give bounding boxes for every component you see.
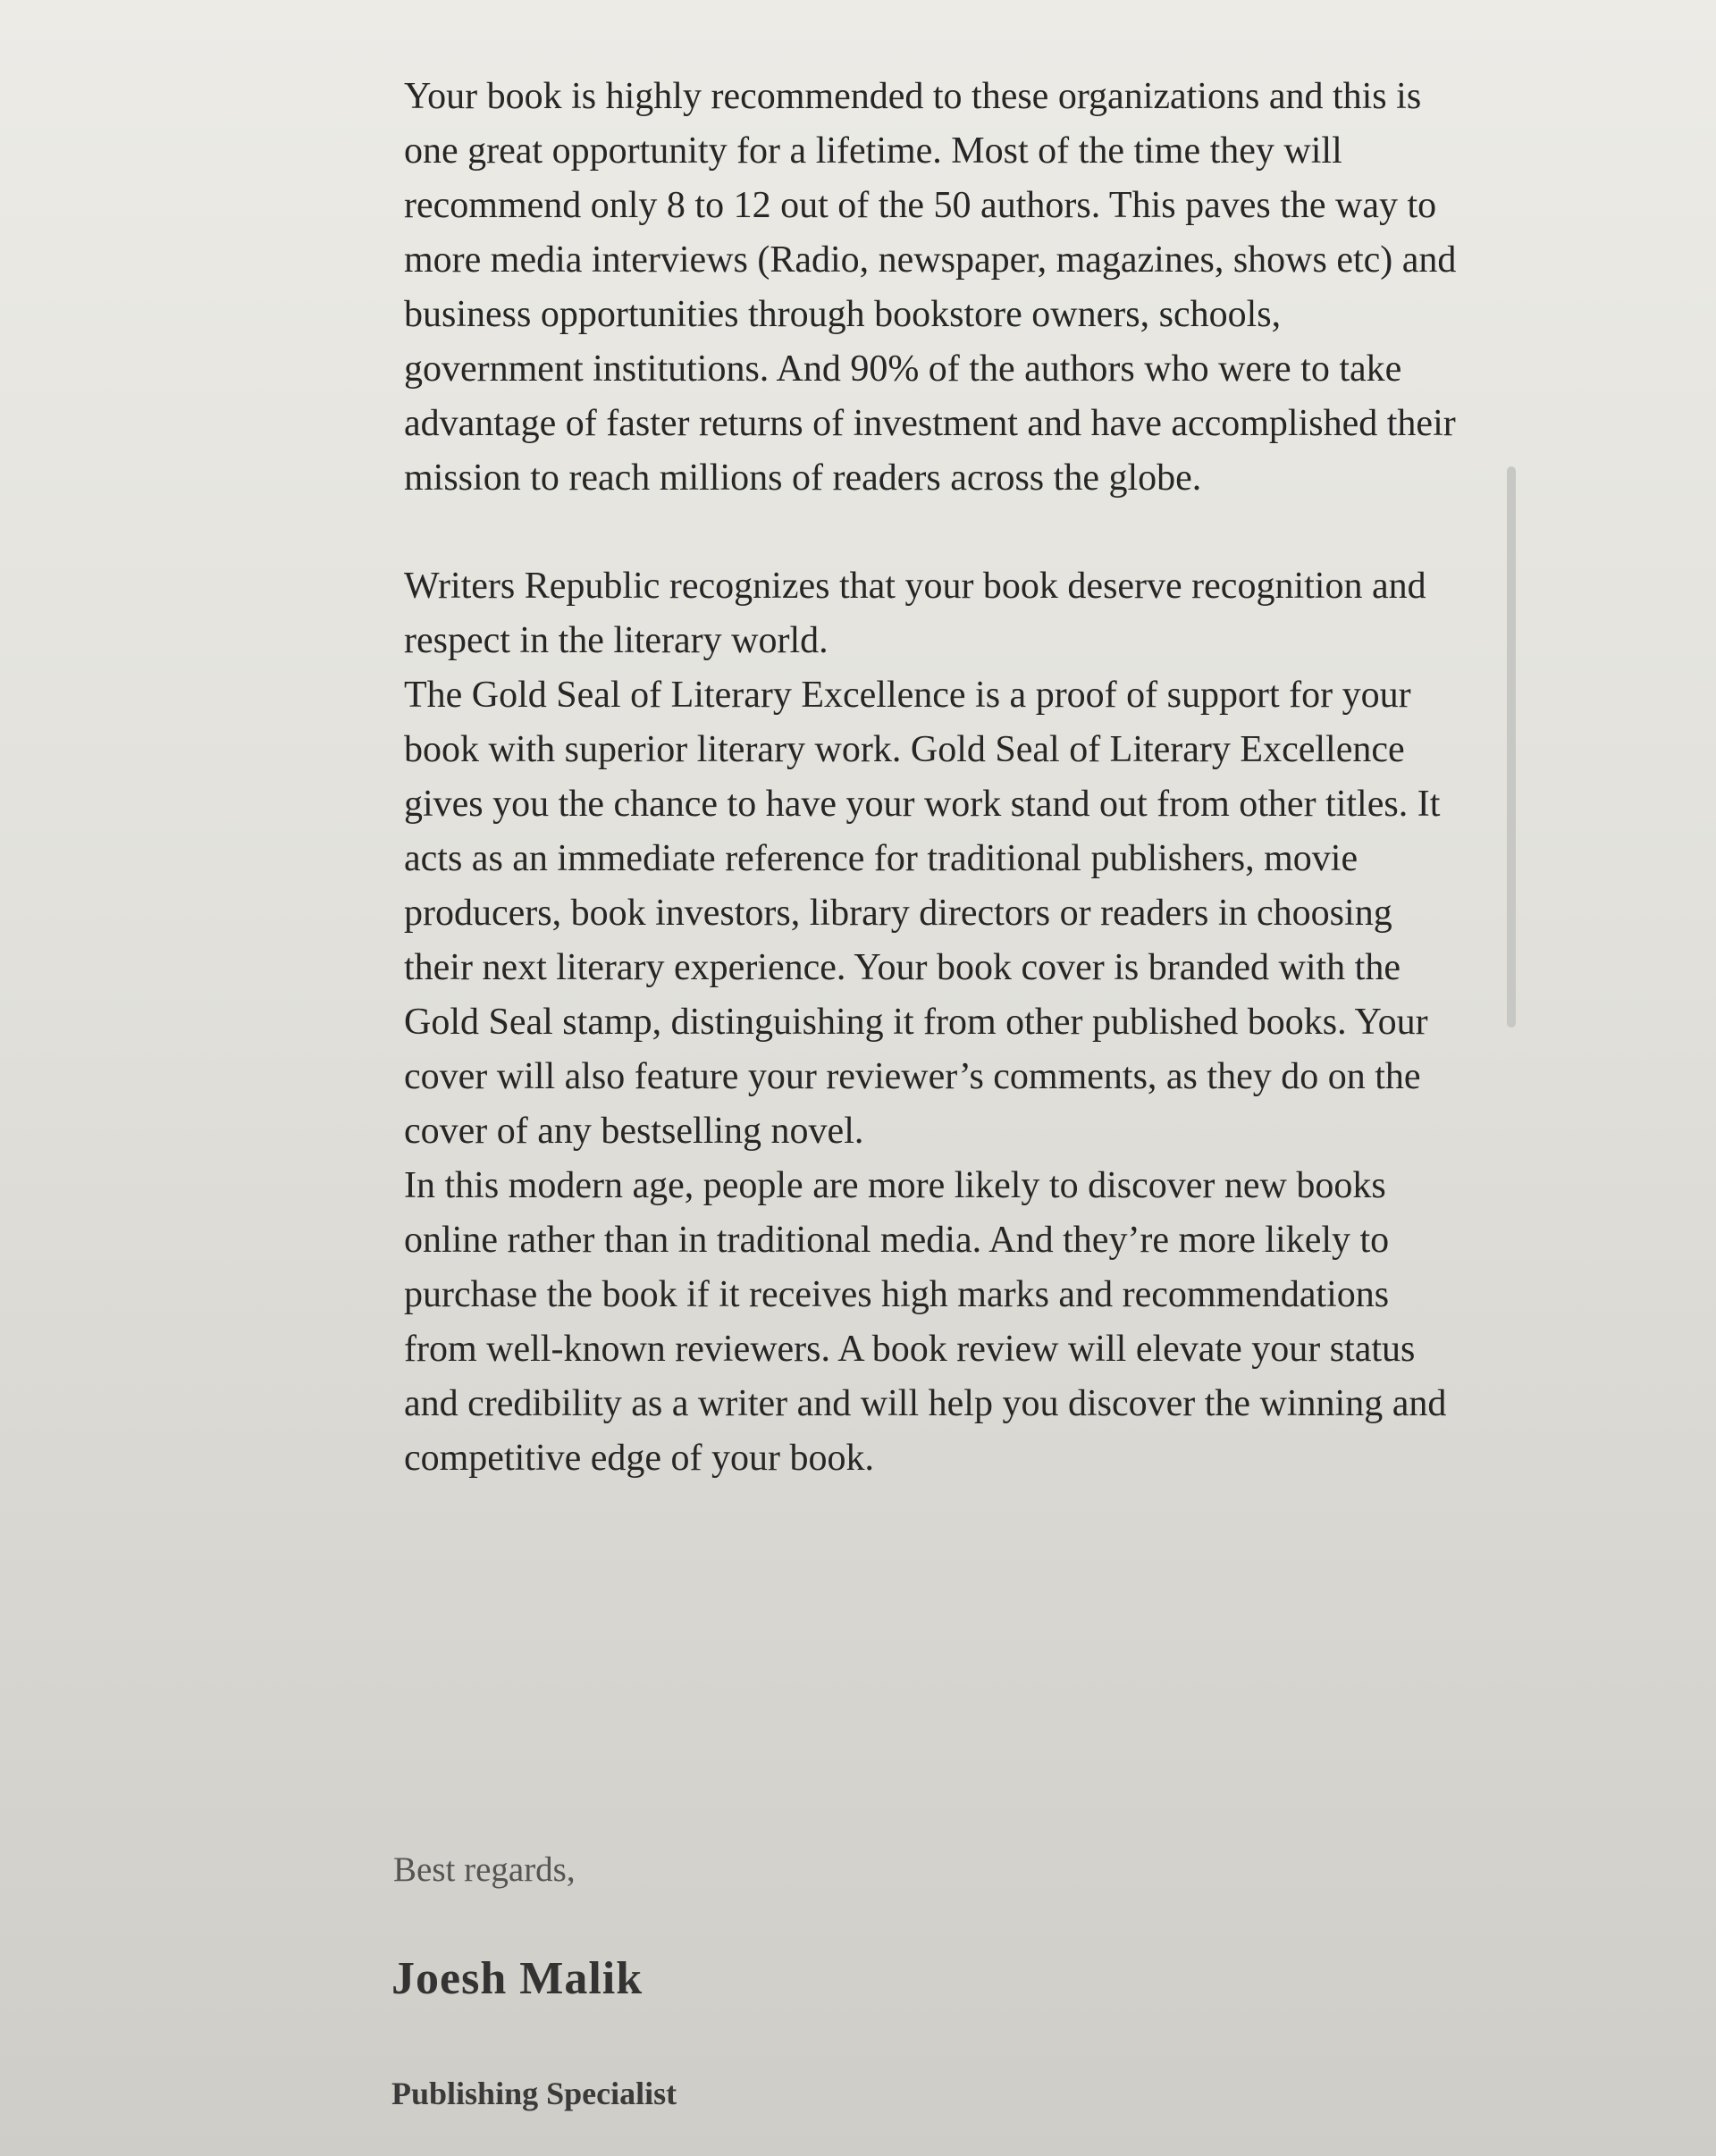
signer-title: Publishing Specialist: [391, 2076, 677, 2111]
paragraph-modern-age: In this modern age, people are more likely to discover new books online rather than in traditional media. And they’re more likely to purchase the book if it receives high marks and recommendations from well-known reviewers. A book review will elevate your status and credibility as a writer and will help you discover the winning and competitive edge of your book.: [404, 1165, 1447, 1479]
letter-body: [404, 70, 1459, 1486]
signer-name: Joesh Malik: [391, 1953, 644, 2004]
closing-salutation: Best regards,: [393, 1850, 576, 1889]
paragraph-gold-seal: The Gold Seal of Literary Excellence is a proof of support for your book with superior literary work. Gold Seal of Literary Excellence gives you the chance to have your work stand out from other titles. It acts as an immediate reference for traditional publishers, movie producers, book investors, library directors or readers in choosing their next literary experience. Your book cover is branded with the Gold Seal stamp, distinguishing it from other published books. Your cover will also feature your reviewer’s comments, as they do on the cover of any bestselling novel.: [404, 675, 1441, 1152]
vertical-scrollbar[interactable]: [1507, 466, 1516, 1028]
paragraph-recognition: Writers Republic recognizes that your book deserve recognition and respect in the literary world.: [404, 566, 1426, 661]
paragraph-recommendation: Your book is highly recommended to these organizations and this is one great opportunity for a lifetime. Most of the time they will recommend only 8 to 12 out of the 50 authors. This paves the way to more media interviews (Radio, newspaper, magazines, shows etc) and business opportunities through bookstore owners, schools, government institutions. And 90% of the authors who were to take advantage of faster returns of investment and have accomplished their mission to reach millions of readers across the globe.: [404, 76, 1457, 499]
